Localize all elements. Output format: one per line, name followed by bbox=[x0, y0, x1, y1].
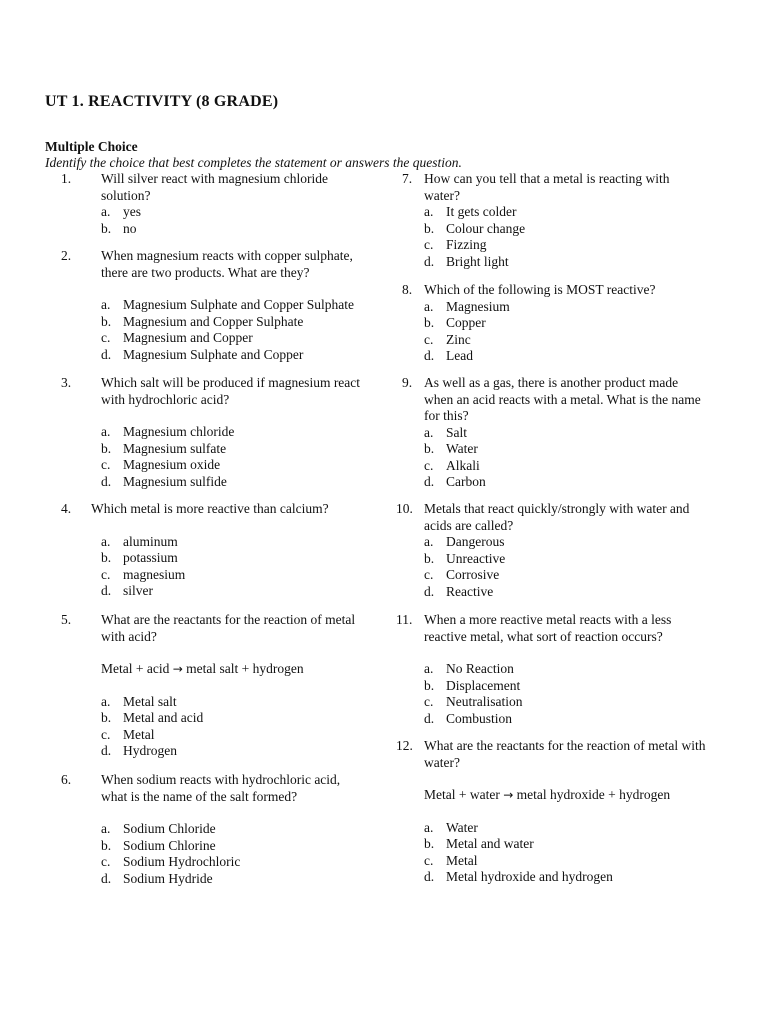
option-text: silver bbox=[123, 583, 153, 598]
option-c bbox=[101, 330, 361, 347]
option-letter: d. bbox=[424, 348, 435, 363]
option-a bbox=[101, 821, 361, 838]
option-c bbox=[101, 727, 361, 744]
question-6 bbox=[61, 772, 361, 887]
option-letter: b. bbox=[101, 313, 112, 329]
option-text: Water bbox=[446, 819, 478, 835]
option-text: Metal and acid bbox=[123, 710, 204, 725]
option-text: Reactive bbox=[446, 583, 494, 599]
instructions-text: Identify the choice that best completes the statement or answers the question. bbox=[45, 155, 462, 170]
option-c bbox=[424, 332, 706, 349]
question-number: 7. bbox=[402, 171, 413, 186]
option-text: Metal bbox=[446, 852, 478, 868]
option-text: Sodium Chlorine bbox=[123, 837, 216, 853]
option-text: Neutralisation bbox=[446, 694, 523, 709]
option-c bbox=[424, 694, 706, 711]
question-text: When a more reactive metal reacts with a less reactive metal, what sort of reaction occurs? bbox=[424, 612, 672, 644]
option-letter: c. bbox=[424, 567, 434, 582]
option-b bbox=[101, 710, 361, 727]
question-7 bbox=[396, 171, 706, 270]
option-c bbox=[424, 237, 706, 254]
option-b bbox=[424, 678, 706, 695]
question-text: Will silver react with magnesium chloride solution? bbox=[101, 171, 329, 203]
word-equation bbox=[424, 787, 706, 804]
option-letter: d. bbox=[424, 869, 435, 884]
question-text: What are the reactants for the reaction of metal with water? bbox=[424, 738, 706, 770]
option-letter: b. bbox=[424, 220, 435, 236]
option-d bbox=[101, 743, 361, 760]
option-text: potassium bbox=[123, 550, 178, 565]
option-letter: b. bbox=[101, 550, 112, 565]
question-text: Which of the following is MOST reactive? bbox=[424, 282, 656, 297]
equation-products: metal hydroxide + hydrogen bbox=[516, 787, 671, 802]
option-a bbox=[101, 534, 361, 551]
question-4 bbox=[61, 501, 361, 600]
option-d bbox=[424, 584, 706, 601]
option-text: Sodium Hydride bbox=[123, 870, 213, 886]
option-text: Corrosive bbox=[446, 567, 500, 582]
option-text: Combustion bbox=[446, 710, 513, 726]
option-c bbox=[424, 853, 706, 870]
option-letter: c. bbox=[424, 852, 434, 868]
option-a bbox=[424, 425, 706, 442]
question-number: 10. bbox=[396, 501, 413, 516]
option-text: Zinc bbox=[446, 331, 471, 347]
option-c bbox=[101, 457, 361, 474]
option-letter: c. bbox=[424, 331, 434, 347]
question-number: 9. bbox=[402, 375, 413, 390]
option-text: Displacement bbox=[446, 677, 521, 693]
option-text: Magnesium and Copper Sulphate bbox=[123, 313, 304, 329]
option-text: Metal and water bbox=[446, 836, 534, 851]
option-b bbox=[424, 551, 706, 568]
question-number: 8. bbox=[402, 282, 413, 297]
option-letter: a. bbox=[101, 204, 111, 219]
question-text: How can you tell that a metal is reacting with water? bbox=[424, 171, 670, 203]
option-text: Magnesium and Copper bbox=[123, 330, 253, 345]
option-d bbox=[101, 474, 361, 491]
option-letter: d. bbox=[101, 743, 112, 758]
question-1 bbox=[61, 171, 361, 237]
option-a bbox=[424, 204, 706, 221]
option-d bbox=[101, 871, 361, 888]
equation-products: metal salt + hydrogen bbox=[186, 661, 304, 676]
option-letter: a. bbox=[424, 661, 434, 676]
option-letter: d. bbox=[101, 473, 112, 489]
option-text: It gets colder bbox=[446, 204, 517, 219]
option-letter: b. bbox=[101, 837, 112, 853]
option-text: Metal bbox=[123, 726, 155, 742]
option-text: aluminum bbox=[123, 533, 178, 549]
option-a bbox=[101, 297, 361, 314]
option-letter: b. bbox=[424, 836, 435, 851]
question-text: As well as a gas, there is another product made when an acid reacts with a metal. What is the name for this? bbox=[424, 375, 701, 423]
option-text: Magnesium Sulphate and Copper bbox=[123, 346, 304, 362]
question-11 bbox=[396, 612, 706, 727]
option-letter: c. bbox=[101, 457, 111, 472]
question-10 bbox=[396, 501, 706, 600]
option-d bbox=[101, 583, 361, 600]
option-a bbox=[101, 204, 361, 221]
option-letter: c. bbox=[424, 694, 434, 709]
question-text: When magnesium reacts with copper sulphate, there are two products. What are they? bbox=[101, 248, 353, 280]
option-letter: b. bbox=[424, 677, 435, 693]
option-b bbox=[101, 550, 361, 567]
option-letter: d. bbox=[424, 710, 435, 726]
arrow-icon: → bbox=[503, 788, 514, 802]
equation-reactants: Metal + water bbox=[424, 787, 500, 802]
option-text: Bright light bbox=[446, 253, 509, 269]
option-letter: d. bbox=[101, 870, 112, 886]
option-c bbox=[101, 567, 361, 584]
option-text: Alkali bbox=[446, 457, 480, 473]
option-letter: a. bbox=[424, 819, 434, 835]
option-letter: b. bbox=[101, 220, 112, 236]
option-text: Magnesium chloride bbox=[123, 424, 235, 439]
option-text: Sodium Chloride bbox=[123, 821, 216, 836]
option-c bbox=[101, 854, 361, 871]
option-c bbox=[424, 458, 706, 475]
question-3 bbox=[61, 375, 361, 490]
option-letter: a. bbox=[424, 534, 434, 549]
option-letter: c. bbox=[424, 457, 434, 473]
equation-reactants: Metal + acid bbox=[101, 661, 170, 676]
question-number: 6. bbox=[61, 772, 72, 787]
question-text: When sodium reacts with hydrochloric acid, what is the name of the salt formed? bbox=[101, 772, 341, 804]
question-text: Which metal is more reactive than calcium? bbox=[91, 501, 329, 516]
option-letter: d. bbox=[101, 346, 112, 362]
arrow-icon: → bbox=[172, 662, 183, 676]
question-2 bbox=[61, 248, 361, 363]
option-letter: c. bbox=[101, 566, 111, 582]
option-text: Carbon bbox=[446, 474, 486, 489]
option-letter: a. bbox=[101, 297, 111, 312]
question-number: 1. bbox=[61, 171, 72, 186]
option-letter: c. bbox=[101, 330, 111, 345]
option-text: yes bbox=[123, 204, 141, 219]
option-text: Metal hydroxide and hydrogen bbox=[446, 869, 613, 884]
option-c bbox=[424, 567, 706, 584]
option-letter: d. bbox=[101, 583, 112, 598]
option-a bbox=[101, 694, 361, 711]
option-text: Lead bbox=[446, 348, 473, 363]
option-b bbox=[424, 441, 706, 458]
question-number: 3. bbox=[61, 375, 72, 390]
option-b bbox=[424, 221, 706, 238]
option-d bbox=[424, 869, 706, 886]
option-b bbox=[101, 441, 361, 458]
option-text: Water bbox=[446, 441, 478, 456]
option-letter: a. bbox=[101, 424, 111, 439]
question-number: 11. bbox=[396, 612, 413, 627]
question-12 bbox=[396, 738, 706, 886]
option-letter: a. bbox=[101, 821, 111, 836]
option-letter: c. bbox=[424, 237, 434, 252]
option-d bbox=[424, 474, 706, 491]
option-text: Magnesium oxide bbox=[123, 457, 221, 472]
option-text: Copper bbox=[446, 315, 486, 330]
option-a bbox=[424, 661, 706, 678]
option-letter: d. bbox=[424, 583, 435, 599]
question-5 bbox=[61, 612, 361, 760]
option-letter: b. bbox=[424, 441, 435, 456]
option-text: Dangerous bbox=[446, 534, 505, 549]
option-text: Magnesium Sulphate and Copper Sulphate bbox=[123, 297, 354, 312]
option-d bbox=[424, 348, 706, 365]
question-number: 12. bbox=[396, 738, 413, 753]
option-a bbox=[424, 534, 706, 551]
option-b bbox=[101, 314, 361, 331]
question-9 bbox=[396, 375, 706, 491]
option-letter: d. bbox=[424, 474, 435, 489]
option-letter: d. bbox=[424, 253, 435, 269]
option-letter: a. bbox=[424, 424, 434, 440]
option-text: no bbox=[123, 220, 137, 236]
option-letter: a. bbox=[424, 204, 434, 219]
option-letter: c. bbox=[101, 854, 111, 869]
option-text: Fizzing bbox=[446, 237, 487, 252]
option-d bbox=[424, 711, 706, 728]
option-letter: c. bbox=[101, 726, 111, 742]
option-text: Magnesium sulfide bbox=[123, 473, 227, 489]
option-text: Metal salt bbox=[123, 693, 177, 709]
question-8 bbox=[396, 282, 706, 365]
option-text: Salt bbox=[446, 424, 468, 440]
question-text: Which salt will be produced if magnesium react with hydrochloric acid? bbox=[101, 375, 361, 407]
option-letter: a. bbox=[424, 298, 434, 314]
option-text: No Reaction bbox=[446, 661, 514, 676]
option-b bbox=[424, 315, 706, 332]
option-letter: b. bbox=[424, 550, 435, 566]
option-text: magnesium bbox=[123, 566, 186, 582]
option-a bbox=[424, 820, 706, 837]
option-text: Colour change bbox=[446, 220, 526, 236]
option-a bbox=[101, 424, 361, 441]
option-b bbox=[101, 838, 361, 855]
option-b bbox=[424, 836, 706, 853]
option-text: Sodium Hydrochloric bbox=[123, 854, 241, 869]
question-number: 2. bbox=[61, 248, 72, 263]
option-letter: a. bbox=[101, 693, 111, 709]
option-letter: a. bbox=[101, 533, 111, 549]
option-letter: b. bbox=[424, 315, 435, 330]
option-text: Magnesium bbox=[446, 298, 510, 314]
option-d bbox=[101, 347, 361, 364]
question-number: 5. bbox=[61, 612, 72, 627]
option-d bbox=[424, 254, 706, 271]
option-text: Hydrogen bbox=[123, 743, 177, 758]
option-letter: b. bbox=[101, 710, 112, 725]
option-text: Magnesium sulfate bbox=[123, 440, 227, 456]
option-a bbox=[424, 299, 706, 316]
option-b bbox=[101, 221, 361, 238]
word-equation bbox=[101, 661, 361, 678]
page-title: UT 1. REACTIVITY (8 GRADE) bbox=[45, 93, 279, 110]
option-letter: b. bbox=[101, 440, 112, 456]
question-number: 4. bbox=[61, 501, 72, 516]
question-text: Metals that react quickly/strongly with water and acids are called? bbox=[424, 501, 690, 533]
option-text: Unreactive bbox=[446, 550, 506, 566]
section-heading: Multiple Choice bbox=[45, 139, 138, 154]
question-text: What are the reactants for the reaction of metal with acid? bbox=[101, 612, 356, 644]
